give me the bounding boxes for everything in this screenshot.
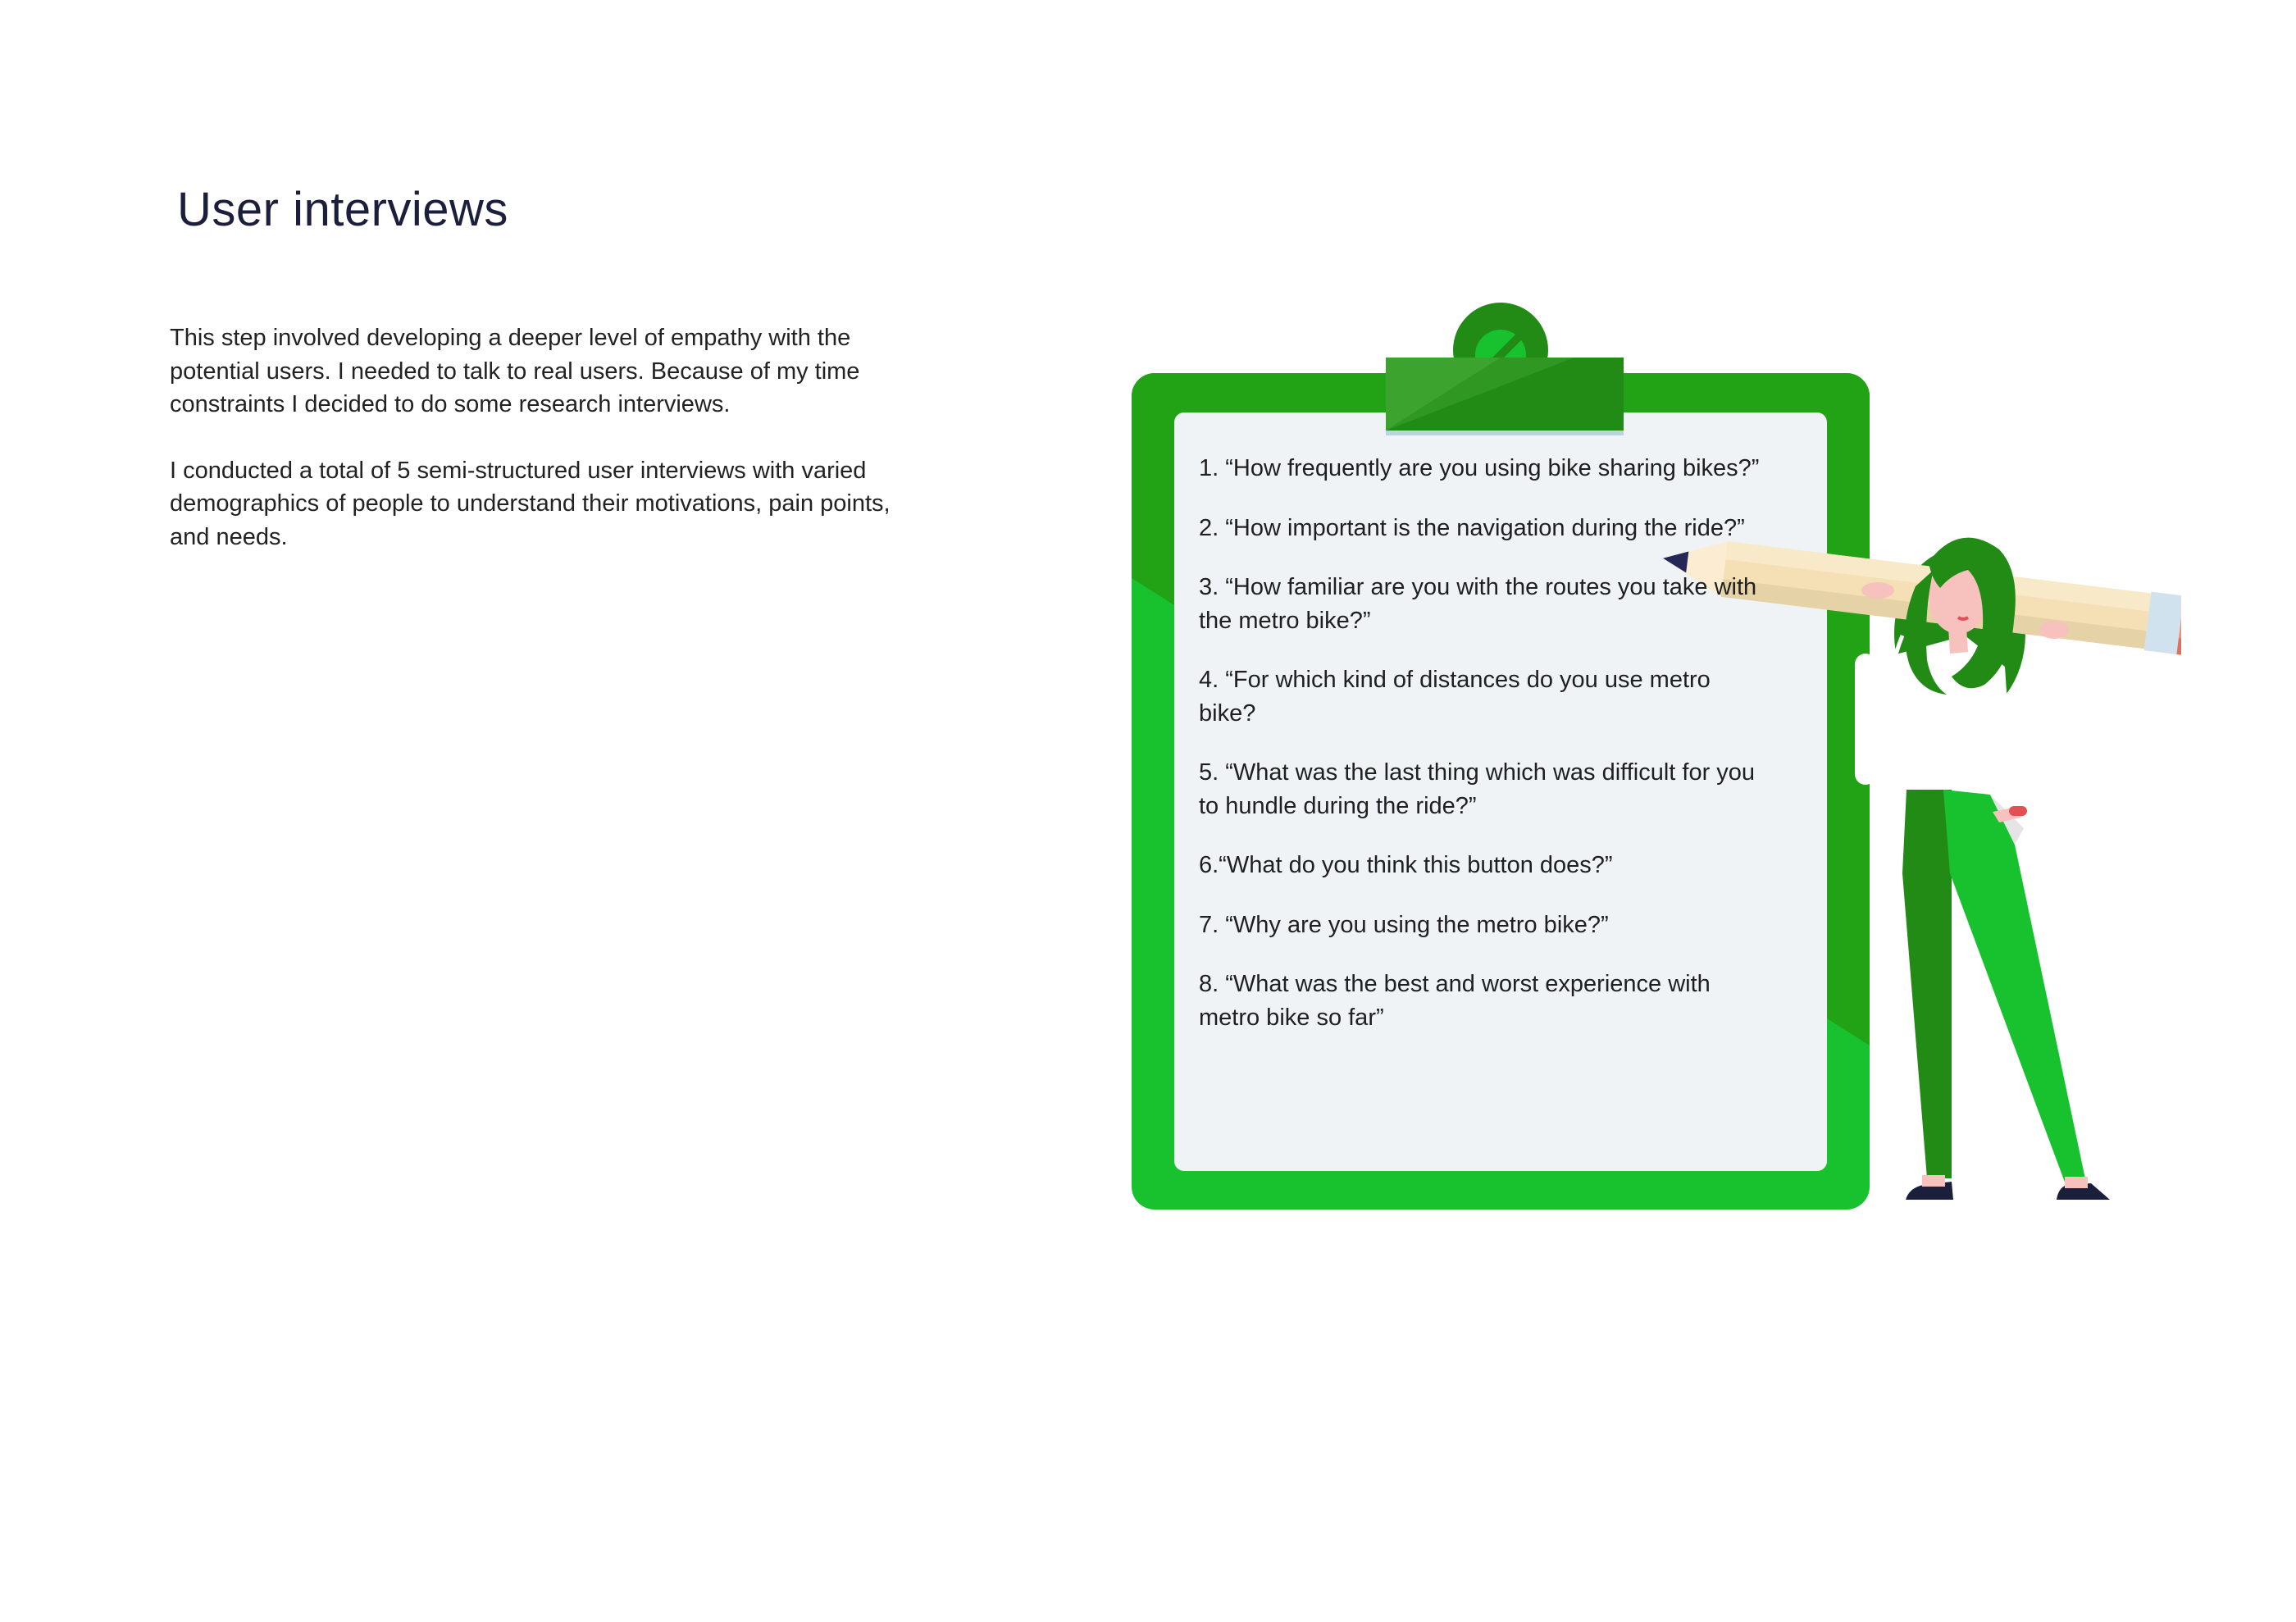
question-item: 3. “How familiar are you with the routes you take with the metro bike?” [1199,574,1757,634]
intro-paragraph-2: I conducted a total of 5 semi-structured user interviews with varied demographics of people to understand their motivations, pain points, and needs. [170,457,891,550]
intro-paragraph-1: This step involved developing a deeper level of empathy with the potential users. I needed to talk to real users. Because of my time constraints I decided to do some research interviews. [170,325,860,417]
question-item: 2. “How important is the navigation during the ride?” [1199,514,1745,541]
page-title: User interviews [177,183,508,236]
question-item: 8. “What was the best and worst experience with metro bike so far” [1199,971,1711,1031]
person-trousers-back [1902,790,1952,1178]
question-item: 7. “Why are you using the metro bike?” [1199,911,1609,938]
question-item: 4. “For which kind of distances do you use metro bike? [1199,667,1711,727]
interview-questions-list [1199,452,1765,1060]
question-item: 6.“What do you think this button does?” [1199,852,1613,878]
question-item: 5. “What was the last thing which was difficult for you to hundle during the ride?” [1199,759,1756,819]
intro-text [170,321,932,586]
person-trousers-front [1943,790,2087,1187]
question-item: 1. “How frequently are you using bike sharing bikes?” [1199,455,1760,481]
